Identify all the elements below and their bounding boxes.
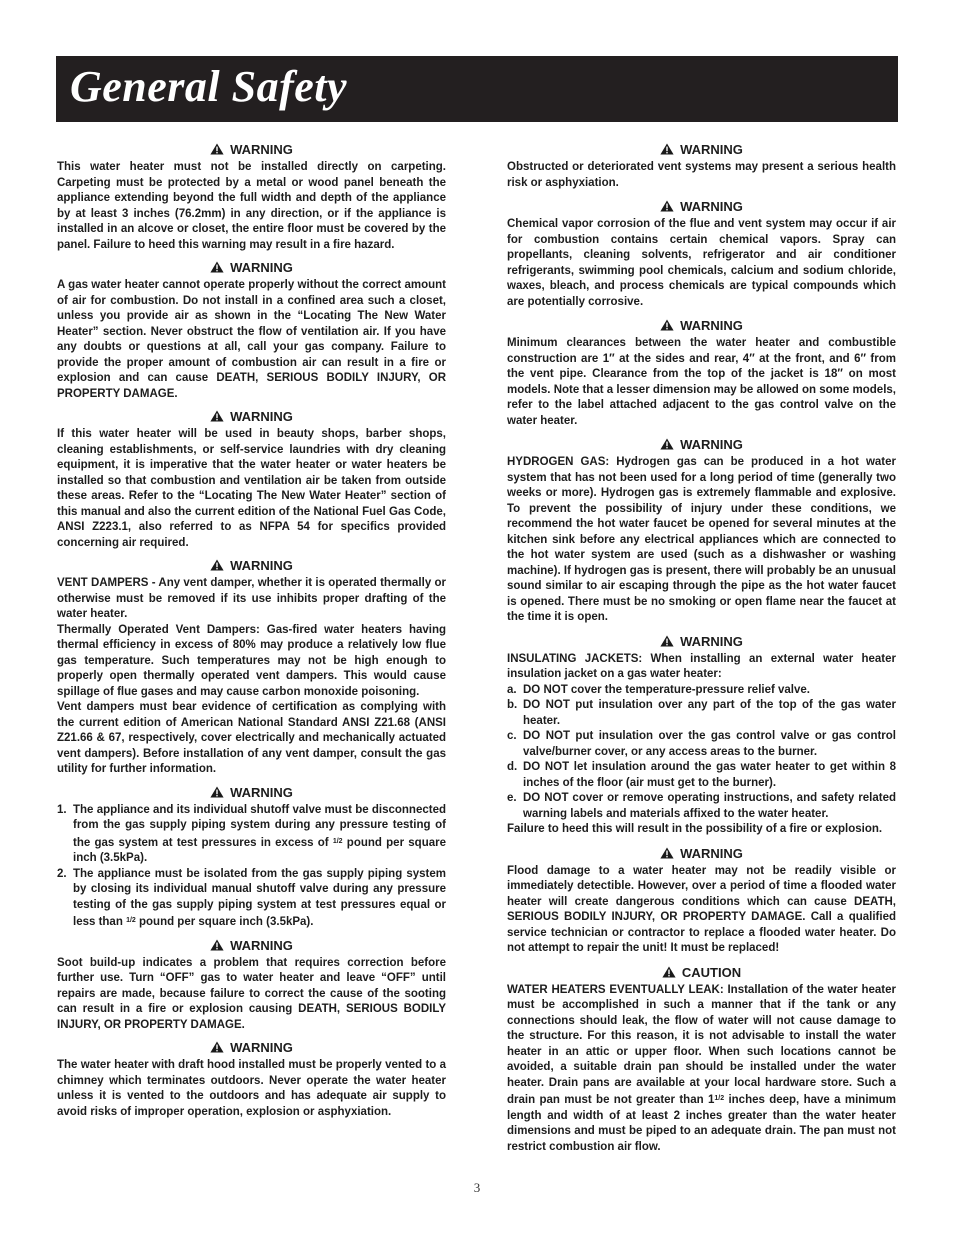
right-column: [507, 142, 896, 1155]
warning-block: [507, 318, 896, 429]
warning-block: [507, 142, 896, 191]
warning-triangle-icon: [660, 438, 674, 454]
warning-text: HYDROGEN GAS: Hydrogen gas can be produced in a hot water system that has not been used for a long period of time (generally two weeks or more). Hydrogen gas is extremely flammable and explosive. To prevent the possibility of injury under these conditions, we recommend the hot water faucet be opened for several minutes at the kitchen sink before any electrical appliances which are connected to the hot water system are used (such as a dishwasher or washing machine). If hydrogen gas is present, there will probably be an unusual sound similar to air escaping through the pipe as the hot water faucet is opened. There must be no smoking or open flame near the faucet at the time it is open.: [507, 456, 896, 623]
warning-triangle-icon: [660, 847, 674, 863]
warning-heading: WARNING: [680, 633, 743, 649]
list-item: e. DO NOT cover or remove operating instructions, and safety related warning labels and materials affixed to the water heater.: [507, 792, 896, 820]
warning-heading: WARNING: [230, 409, 293, 424]
warning-block: [57, 558, 446, 778]
vent-dampers-text: VENT DAMPERS - Any vent damper, whether it is operated thermally or otherwise must be removed if its use inhibits proper drafting of the water heater.: [57, 577, 446, 620]
warning-block: [507, 199, 896, 310]
page-number: 3: [473, 1180, 481, 1195]
fraction: 1/2: [126, 917, 136, 924]
warning-heading: WARNING: [230, 937, 293, 953]
warning-heading: WARNING: [230, 142, 293, 157]
left-column: [57, 142, 446, 1120]
warning-text: If this water heater will be used in beauty shops, barber shops, cleaning establishments, or self-service laundries with dry cleaning equipment, it is imperative that the water heater or water heaters be installed so that combustion and ventilation air be taken from outside these areas. Refer to the “Locating The New Water Heater” section of this manual and also the current edition of the National Fuel Gas Code, ANSI Z223.1, also referred to as NFPA 54 for specifics provided concerning air required.: [57, 428, 446, 549]
warning-triangle-icon: [210, 939, 224, 955]
warning-triangle-icon: [662, 966, 676, 982]
warning-text: Obstructed or deteriorated vent systems may present a serious health risk or asphyxiation.: [507, 161, 896, 189]
insulating-intro: INSULATING JACKETS: When installing an external water heater insulation jacket on a gas water heater:: [507, 652, 896, 680]
warning-triangle-icon: [660, 200, 674, 216]
warning-block: [57, 142, 446, 253]
warning-heading: WARNING: [680, 318, 743, 333]
warning-heading: WARNING: [230, 260, 293, 275]
fraction: 1/2: [714, 1095, 725, 1102]
warning-text: Flood damage to a water heater may not be readily visible or immediately detectible. However, over a period of time a flooded water heater will create dangerous conditions which can cause DEATH, SERIOUS BODILY INJURY, OR PROPERTY DAMAGE. Call a qualified service technician or contractor to replace a flooded water heater. Do not attempt to repair the unit! It must be replaced!: [507, 864, 896, 954]
warning-heading: WARNING: [230, 784, 293, 800]
warning-triangle-icon: [210, 410, 224, 426]
caution-text: WATER HEATERS EVENTUALLY LEAK: Installation of the water heater must be accomplished in such a manner that if the tank or any connections should leak, the flow of water will not cause damage to the structure. For this reason, it is not advisable to install the water heater in an attic or upper floor. When such locations cannot be avoided, a suitable drain pan should be installed under the water heater. Drain pans are available at your local hardware store. Such a drain pan must be not greater than $1^{1/2}$ inches deep, have a minimum length and width of at least 2 inches greater than the water heater dimensions and must be piped to an adequate drain. The pan must not restrict combustion air flow.: [507, 983, 896, 1153]
warning-heading: WARNING: [230, 558, 293, 573]
warning-triangle-icon: [660, 635, 674, 651]
list-item: 1. The appliance and its individual shutoff valve must be disconnected from the gas supply piping system during any pressure testing of the gas system at test pressures in excess of $^{1/2}$ pound per square inch (3.5kPa).: [57, 803, 446, 864]
warning-block: [507, 437, 896, 626]
warning-text: The water heater with draft hood installed must be properly vented to a chimney which terminates outdoors. Never operate the water heater unless it is vented to the outdoors and has adequate air supply to avoid risks of improper operation, explosion or asphyxiation.: [57, 1059, 446, 1118]
warning-text: Minimum clearances between the water heater and combustible construction are 1″ at the sides and rear, 4″ at the front, and 6″ from the vent pipe. Clearance from the top of the jacket is 18″ on most models. Note that a lesser dimension may be allowed on some models, refer to the label attached adjacent to the gas control valve on the water heater.: [507, 337, 896, 427]
warning-triangle-icon: [210, 143, 224, 159]
thermal-dampers-text: Thermally Operated Vent Dampers: Gas-fired water heaters having thermal efficiency in excess of 80% may produce a relatively low flue gas temperature. Such temperatures may not be high enough to properly open thermally operated vent dampers. This would cause spillage of flue gases and may cause carbon monoxide poisoning.: [57, 623, 446, 698]
page-title: General Safety: [70, 62, 348, 111]
warning-triangle-icon: [210, 559, 224, 575]
fraction: 1/2: [332, 837, 343, 845]
warning-triangle-icon: [210, 786, 224, 802]
title-banner: [56, 56, 898, 122]
warning-text: Chemical vapor corrosion of the flue and vent system may occur if air for combustion contains certain chemical vapors. Spray can propellants, cleaning solvents, refrigerator and air conditioner refrigerants, swimming pool chemicals, calcium and sodium chloride, waxes, bleach, and process chemicals are typical compounds which are potentially corrosive.: [507, 218, 896, 308]
warning-heading: WARNING: [230, 1040, 293, 1055]
caution-block: [507, 965, 896, 1156]
warning-block: [507, 634, 896, 838]
list-item: 2. The appliance must be isolated from the gas supply piping system by closing its individual manual shutoff valve during any pressure testing of the gas supply piping system at test pressures equal or less than $^{1/2}$ pound per square inch (3.5kPa).: [57, 867, 446, 928]
warning-triangle-icon: [660, 319, 674, 335]
list-item: b. DO NOT put insulation over any part of the top of the gas water heater.: [507, 699, 896, 727]
warning-triangle-icon: [210, 261, 224, 277]
warning-block: [507, 846, 896, 957]
warning-text: A gas water heater cannot operate properly without the correct amount of air for combustion. Do not install in a confined area such a closet, unless you provide air as shown in the “Locating The New Water Heater” section. Never obstruct the flow of ventilation air. If you have any doubts or questions at all, call your gas company. Failure to provide the proper amount of combustion air can result in a fire or explosion and can cause DEATH, SERIOUS BODILY INJURY, OR PROPERTY DAMAGE.: [57, 279, 446, 400]
caution-heading: CAUTION: [681, 964, 742, 980]
warning-block: [57, 1040, 446, 1120]
insulating-outro: Failure to heed this will result in the possibility of a fire or explosion.: [507, 823, 883, 835]
list-item: d. DO NOT let insulation around the gas water heater to get within 8 inches of the floor (air must get to the burner).: [507, 761, 896, 789]
list-item: a. DO NOT cover the temperature-pressure relief valve.: [507, 683, 810, 696]
warning-heading: WARNING: [680, 199, 743, 214]
warning-block: [57, 260, 446, 402]
certification-text: Vent dampers must bear evidence of certification as complying with the current edition of American National Standard ANSI Z21.68 (ANSI Z21.66 & 67, respectively, cover electrically and mechanically actuated vent dampers). Before installation of any vent damper, consult the gas utility for further information.: [57, 701, 446, 775]
warning-heading: WARNING: [680, 437, 743, 452]
warning-heading: WARNING: [680, 142, 743, 157]
warning-block: [57, 938, 446, 1034]
warning-heading: WARNING: [680, 845, 743, 861]
warning-block: [57, 409, 446, 551]
warning-triangle-icon: [210, 1041, 224, 1057]
warning-text: Soot build-up indicates a problem that requires correction before further use. Turn “OFF” gas to water heater and leave “OFF” until repairs are made, because failure to correct the cause of the sooting can result in a fire or explosion causing DEATH, SERIOUS BODILY INJURY, OR PROPERTY DAMAGE.: [57, 956, 446, 1031]
warning-text: This water heater must not be installed directly on carpeting. Carpeting must be protected by a metal or wood panel beneath the appliance extending beyond the full width and depth of the appliance by at least 3 inches (76.2mm) in any direction, or if the appliance is installed in an alcove or closet, the entire floor must be covered by the panel. Failure to heed this warning may result in a fire hazard.: [57, 161, 446, 251]
warning-triangle-icon: [660, 143, 674, 159]
list-item: c. DO NOT put insulation over the gas control valve or gas control valve/burner cover, or any access areas to the burner.: [507, 730, 896, 758]
warning-block: [57, 785, 446, 931]
